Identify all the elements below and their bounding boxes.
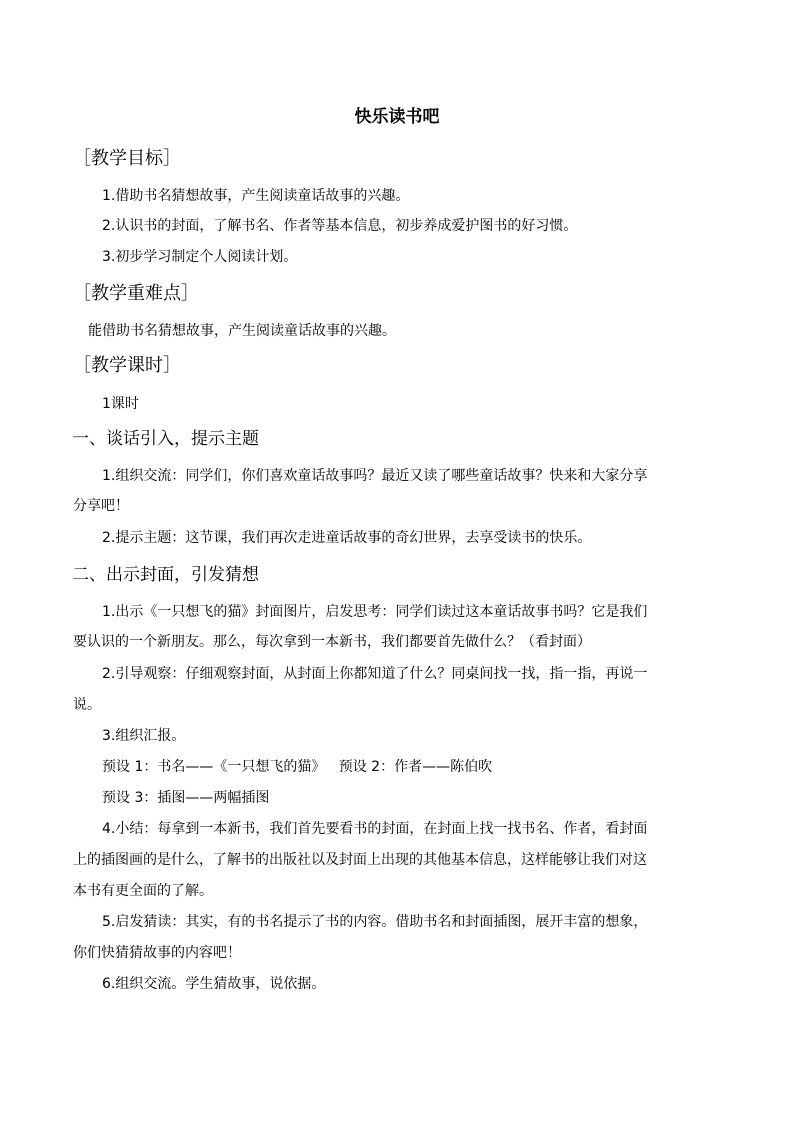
section-heading-key-points: ［教学重难点］	[73, 283, 199, 304]
part2-item-line: 上的插图画的是什么，了解书的出版社以及封面上出现的其他基本信息，这样能够让我们对这	[73, 852, 647, 868]
part2-preset-line: 预设 1：书名——《一只想飞的猫》 预设 2：作者——陈伯吹	[102, 759, 493, 775]
key-points-text: 能借助书名猜想故事，产生阅读童话故事的兴趣。	[88, 323, 396, 339]
goal-item: 2.认识书的封面，了解书名、作者等基本信息，初步养成爱护图书的好习惯。	[102, 218, 578, 234]
goal-item: 3.初步学习制定个人阅读计划。	[102, 249, 298, 265]
goal-item: 1.借助书名猜想故事，产生阅读童话故事的兴趣。	[102, 188, 410, 204]
part2-item-line: 3.组织汇报。	[102, 728, 186, 744]
section-heading-part1: 一、谈话引入，提示主题	[72, 429, 259, 449]
part2-item-line: 5.启发猜读：其实，有的书名提示了书的内容。借助书名和封面插图，展开丰富的想象，	[102, 914, 648, 930]
part1-item-line: 1.组织交流：同学们，你们喜欢童话故事吗？最近又读了哪些童话故事？快来和大家分享	[102, 468, 648, 484]
part2-preset-line: 预设 3：插图——两幅插图	[102, 790, 270, 806]
part2-item-line: 你们快猜猜故事的内容吧！	[73, 945, 241, 961]
part2-item-line: 本书有更全面的了解。	[73, 883, 213, 899]
part2-item-line: 1.出示《一只想飞的猫》封面图片，启发思考：同学们读过这本童话故事书吗？它是我们	[102, 604, 648, 620]
part2-item-line: 6.组织交流。学生猜故事，说依据。	[102, 976, 326, 992]
part2-item-line: 要认识的一个新朋友。那么，每次拿到一本新书，我们都要首先做什么？（看封面）	[73, 634, 591, 650]
part1-item-line: 分享吧！	[73, 498, 129, 514]
part2-item-line: 4.小结：每拿到一本新书，我们首先要看书的封面，在封面上找一找书名、作者，看封面	[102, 821, 648, 837]
part2-item-line: 说。	[73, 697, 101, 713]
section-heading-goals: ［教学目标］	[73, 148, 181, 169]
periods-text: 1课时	[102, 396, 139, 412]
part1-item-line: 2.提示主题：这节课，我们再次走进童话故事的奇幻世界，去享受读书的快乐。	[102, 530, 592, 546]
part2-item-line: 2.引导观察：仔细观察封面，从封面上你都知道了什么？同桌间找一找，指一指，再说一	[102, 666, 648, 682]
section-heading-part2: 二、出示封面，引发猜想	[72, 565, 259, 585]
page-title: 快乐读书吧	[354, 107, 440, 127]
section-heading-periods: ［教学课时］	[73, 355, 181, 376]
